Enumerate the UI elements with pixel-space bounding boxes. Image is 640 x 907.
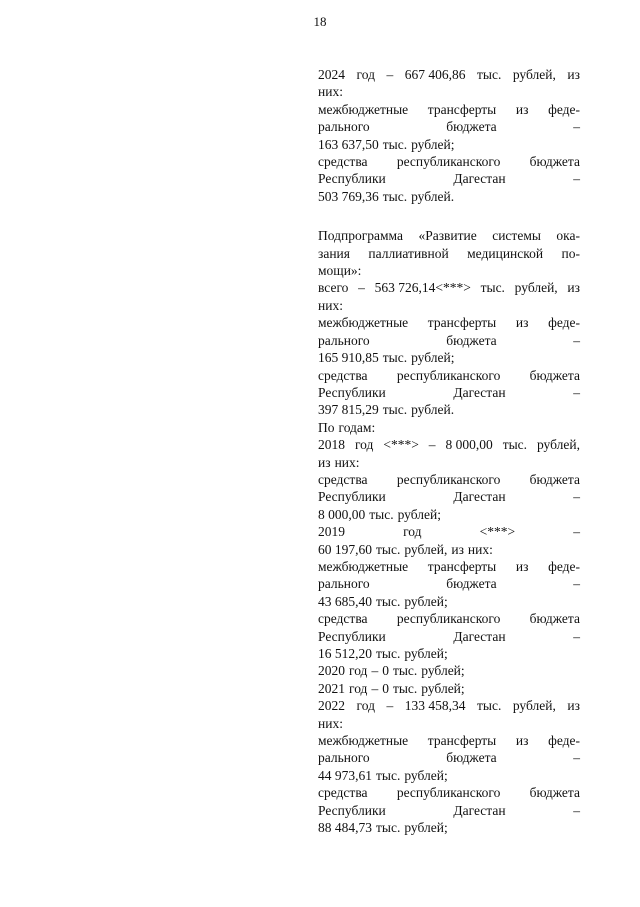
text-word: 0 [382,663,389,679]
text-word: межбюджетные [318,315,409,331]
text-word: – [386,67,394,82]
text-line [318,136,580,153]
text-word: феде- [548,101,580,117]
text-line [318,697,580,714]
text-line [318,610,580,627]
text-word: 503 769,36 [318,188,379,204]
text-word: бюджета [446,119,497,135]
text-word: феде- [548,315,580,331]
text-word: из [567,280,580,296]
text-word: Дагестан [453,489,506,505]
text-line [318,153,580,170]
page-number: 18 [313,14,327,29]
text-word: 165 910,85 [318,350,379,366]
text-word: рублей, [512,698,556,714]
text-word: – [573,524,580,540]
text-word: из [567,67,580,82]
text-word: мощи»: [318,263,362,279]
text-line [318,541,580,558]
text-word: Подпрограмма [318,228,403,244]
text-word: средства [318,611,368,627]
text-word: 8 000,00 [318,506,366,522]
text-word: Республики [318,628,386,644]
text-word: трансферты [427,101,497,117]
text-line [318,401,580,418]
text-word: – [573,119,580,135]
text-line [318,488,580,505]
text-word: тыс. [376,820,401,836]
text-word: межбюджетные [318,733,409,749]
text-line [318,297,580,314]
text-line [318,593,580,610]
text-word: тыс. [382,402,408,418]
text-line [318,454,580,471]
text-word: средства [318,154,368,170]
text-word: 8 000,00 [445,437,493,453]
text-word: – [371,663,379,679]
text-word: тыс. [376,767,401,783]
text-line [318,332,580,349]
text-word: рублей; [404,593,448,609]
text-word: тыс. [392,680,418,696]
text-word: феде- [548,558,580,574]
text-word: республиканского [396,471,501,487]
text-word: рублей, [404,541,448,557]
text-word: них: [318,84,343,100]
text-word: медицинской [467,245,544,261]
text-line [318,245,580,262]
text-word: бюджета [529,611,580,627]
text-line [318,715,580,732]
text-word: 16 512,20 [318,646,372,661]
paragraph-gap [318,205,580,227]
text-word: – [428,437,436,453]
text-word: тыс. [376,541,401,557]
text-word: Республики [318,384,386,400]
text-word: год [349,680,368,696]
text-word: из [515,315,529,331]
text-word: тыс. [477,67,502,82]
text-word: Дагестан [453,171,506,187]
text-word: тыс. [376,593,401,609]
text-word: из [318,454,331,470]
text-line [318,101,580,118]
text-word: бюджета [529,154,580,170]
text-word: тыс. [376,646,401,661]
text-word: рублей; [397,506,441,522]
text-line [318,662,580,679]
text-word: межбюджетные [318,101,409,117]
text-word: 397 815,29 [318,402,379,418]
text-word: феде- [548,733,580,749]
text-word: всего [318,280,349,296]
text-word: По [318,419,335,435]
text-line [318,66,580,83]
text-word: год [354,437,374,453]
text-word: 2024 [318,67,345,82]
text-word: 163 637,50 [318,136,379,152]
text-word: рублей; [404,820,448,836]
text-word: тыс. [502,437,528,453]
text-word: 133 458,34 [404,698,466,714]
text-line [318,279,580,296]
text-word: год [403,524,422,540]
text-line [318,367,580,384]
text-word: год [349,663,368,679]
text-line [318,227,580,244]
text-word: республиканского [396,367,501,383]
text-line [318,384,580,401]
text-word: 2019 [318,524,345,540]
text-word: рублей, [514,280,558,296]
text-line [318,575,580,592]
text-word: рублей; [411,350,455,366]
document-text-column [318,66,580,836]
text-word: 43 685,40 [318,593,372,609]
text-word: рублей, [512,67,556,82]
text-line [318,419,580,436]
text-line [318,628,580,645]
text-word: – [573,384,580,400]
text-word: тыс. [392,663,418,679]
text-word: 2020 [318,663,345,679]
text-word: из [515,101,529,117]
text-word: – [573,332,580,348]
text-word: 0 [382,680,389,696]
text-word: 88 484,73 [318,820,372,836]
text-line [318,767,580,784]
text-word: тыс. [480,280,505,296]
text-line [318,749,580,766]
text-word: – [358,280,365,296]
text-word: – [573,489,580,505]
text-word: средства [318,471,368,487]
text-line [318,802,580,819]
text-word: 2022 [318,698,345,714]
text-word: рального [318,332,370,348]
text-line [318,314,580,331]
text-word: системы [492,228,541,244]
text-word: – [573,750,580,766]
text-word: 2021 [318,680,345,696]
text-word: бюджета [529,471,580,487]
text-line [318,680,580,697]
text-word: них: [334,454,360,470]
text-word: трансферты [427,315,497,331]
text-line [318,436,580,453]
text-word: них: [318,297,343,313]
text-word: бюджета [446,750,497,766]
text-word: Дагестан [453,802,506,818]
text-line [318,118,580,135]
text-word: – [573,576,580,592]
text-word: тыс. [382,188,408,204]
text-line [318,170,580,187]
text-word: <***> [383,437,419,453]
text-word: трансферты [427,558,497,574]
text-word: рублей; [404,767,448,783]
text-word: паллиативной [368,245,449,261]
text-word: 44 973,61 [318,767,372,783]
text-word: Дагестан [453,628,506,644]
text-line [318,262,580,279]
text-word: тыс. [382,136,408,152]
text-word: рального [318,576,370,592]
text-word: из [515,558,529,574]
text-word: рублей; [404,646,448,661]
text-line [318,732,580,749]
text-line [318,188,580,205]
text-word: 667 406,86 [404,67,466,82]
text-word: рального [318,119,370,135]
text-word: зания [318,245,350,261]
text-word: республиканского [396,785,501,801]
text-word: год [356,67,375,82]
text-word: средства [318,785,368,801]
text-word: рублей. [411,402,455,418]
text-word: бюджета [446,332,497,348]
text-line [318,471,580,488]
text-word: 563 726,14<***> [374,280,471,296]
text-line [318,349,580,366]
text-line [318,558,580,575]
text-word: из [515,733,529,749]
text-word: рублей; [421,663,465,679]
text-word: Дагестан [453,384,506,400]
text-word: них: [318,715,343,731]
text-line [318,523,580,540]
text-word: год [356,698,375,714]
text-word: – [371,680,379,696]
text-word: рального [318,750,370,766]
text-word: республиканского [396,611,501,627]
text-line [318,819,580,836]
text-word: рублей; [411,136,455,152]
text-word: бюджета [529,785,580,801]
text-word: <***> [479,524,516,540]
text-word: рублей, [536,437,580,453]
text-word: Республики [318,802,386,818]
text-line [318,506,580,523]
text-word: Республики [318,171,386,187]
text-word: Республики [318,489,386,505]
text-word: – [573,802,580,818]
text-line [318,645,580,662]
text-word: тыс. [369,506,394,522]
text-word: бюджета [446,576,497,592]
text-word: тыс. [477,698,502,714]
text-word: бюджета [529,367,580,383]
text-word: рублей; [421,680,465,696]
text-word: средства [318,367,368,383]
text-word: – [573,628,580,644]
text-word: 60 197,60 [318,541,372,557]
text-word: «Развитие [418,228,477,244]
text-word: из [567,698,580,714]
text-word: них: [467,541,493,557]
text-word: годам: [338,419,376,435]
text-word: ока- [556,228,580,244]
text-word: трансферты [427,733,497,749]
text-word: межбюджетные [318,558,409,574]
text-word: по- [561,245,580,261]
text-line [318,784,580,801]
text-word: рублей. [411,188,455,204]
text-word: 2018 [318,437,345,453]
text-line [318,83,580,100]
text-word: тыс. [382,350,408,366]
text-word: – [386,698,394,714]
text-word: республиканского [396,154,501,170]
text-word: – [573,171,580,187]
text-word: из [451,541,464,557]
